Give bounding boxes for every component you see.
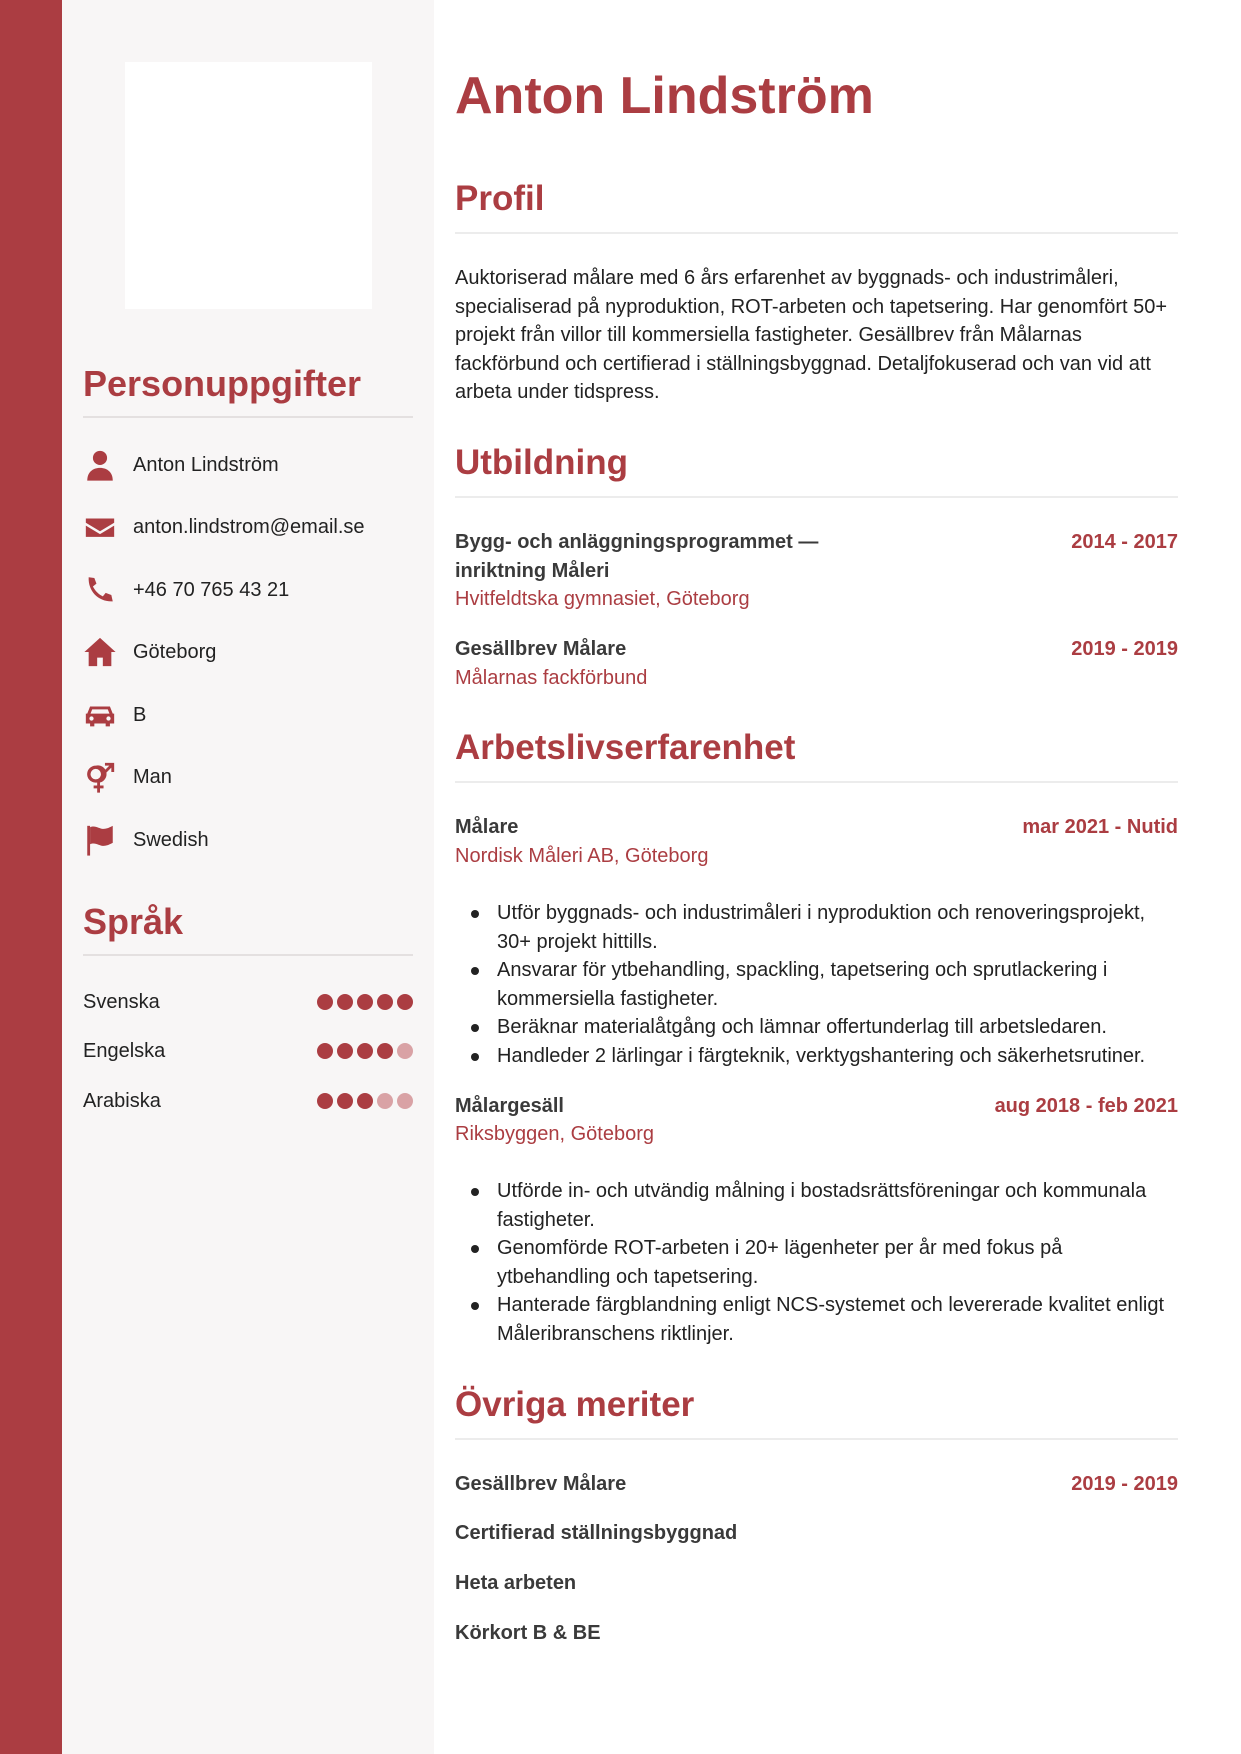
job-bullets xyxy=(455,899,1178,1070)
list-item: Handleder 2 lärlingar i färgteknik, verktygshantering och säkerhetsrutiner. xyxy=(455,1042,1178,1071)
personal-item-label: Man xyxy=(133,765,172,788)
personal-info-heading: Personuppgifter xyxy=(83,363,362,404)
job-date: mar 2021 - Nutid xyxy=(1022,816,1178,838)
job-employer: Riksbyggen, Göteborg xyxy=(455,1123,655,1145)
merits-heading: Övriga meriter xyxy=(455,1385,695,1424)
level-dot-empty xyxy=(377,1093,393,1109)
personal-item-gender xyxy=(83,757,172,797)
list-item: Beräknar materialåtgång och lämnar offertunderlag till arbetsledaren. xyxy=(455,1013,1178,1042)
language-row xyxy=(83,987,413,1017)
job-employer: Nordisk Måleri AB, Göteborg xyxy=(455,845,709,867)
personal-item-label: +46 70 765 43 21 xyxy=(133,578,290,601)
job-bullets xyxy=(455,1177,1178,1348)
education-title: Gesällbrev Målare xyxy=(455,638,627,660)
personal-item-label: Anton Lindström xyxy=(133,453,279,476)
education-date: 2019 - 2019 xyxy=(1071,638,1178,660)
job-title: Målargesäll xyxy=(455,1095,564,1117)
language-name: Engelska xyxy=(83,1039,166,1062)
level-dot-filled xyxy=(317,1093,333,1109)
list-item: Utförde in- och utvändig målning i bostadsrättsföreningar och kommunala fastigheter. xyxy=(455,1177,1178,1234)
personal-item-name xyxy=(83,445,279,485)
level-dot-filled xyxy=(377,1043,393,1059)
language-row xyxy=(83,1036,413,1066)
merit-date: 2019 - 2019 xyxy=(1071,1473,1178,1495)
car-icon xyxy=(83,698,117,732)
language-level xyxy=(317,1043,413,1059)
personal-item-label: anton.lindstrom@email.se xyxy=(133,515,365,538)
profile-photo xyxy=(125,62,372,309)
envelope-icon xyxy=(83,510,117,544)
level-dot-filled xyxy=(357,1093,373,1109)
language-level xyxy=(317,1093,413,1109)
level-dot-filled xyxy=(317,1043,333,1059)
merit-title: Heta arbeten xyxy=(455,1572,577,1594)
level-dot-filled xyxy=(397,994,413,1010)
language-name: Arabiska xyxy=(83,1089,161,1112)
profile-heading: Profil xyxy=(455,179,545,218)
personal-info-section xyxy=(83,362,413,851)
education-title: Bygg- och anläggningsprogrammet — inriktning Måleri xyxy=(455,531,819,582)
languages-section xyxy=(83,900,413,1112)
personal-item-label: Swedish xyxy=(133,828,209,851)
personal-item-license xyxy=(83,695,146,735)
language-level xyxy=(317,994,413,1010)
flag-icon xyxy=(83,823,117,857)
personal-item-label: B xyxy=(133,703,147,726)
level-dot-empty xyxy=(397,1093,413,1109)
phone-icon xyxy=(83,573,117,607)
divider xyxy=(455,781,1178,783)
language-name: Svenska xyxy=(83,990,160,1013)
personal-item-city xyxy=(83,632,216,672)
level-dot-filled xyxy=(377,994,393,1010)
languages-heading: Språk xyxy=(83,901,184,942)
divider xyxy=(455,1438,1178,1440)
list-item: Utför byggnads- och industrimåleri i nyproduktion och renoveringsprojekt, 30+ projekt hittills. xyxy=(455,899,1178,956)
personal-item-phone xyxy=(83,570,289,610)
job-date: aug 2018 - feb 2021 xyxy=(994,1095,1178,1117)
personal-item-nationality xyxy=(83,820,209,860)
gender-icon xyxy=(83,760,117,794)
list-item: Genomförde ROT-arbeten i 20+ lägenheter per år med fokus på ytbehandling och tapetsering. xyxy=(455,1234,1178,1291)
personal-item-label: Göteborg xyxy=(133,640,217,663)
education-school: Målarnas fackförbund xyxy=(455,667,648,689)
merit-title: Körkort B & BE xyxy=(455,1622,601,1644)
divider xyxy=(83,416,413,418)
level-dot-filled xyxy=(357,1043,373,1059)
personal-item-email xyxy=(83,507,365,547)
level-dot-filled xyxy=(337,1043,353,1059)
merit-title: Certifierad ställningsbyggnad xyxy=(455,1522,738,1544)
level-dot-empty xyxy=(397,1043,413,1059)
person-icon xyxy=(83,448,117,482)
divider xyxy=(83,954,413,956)
list-item: Ansvarar för ytbehandling, spackling, tapetsering och sprutlackering i kommersiella fastigheter. xyxy=(455,956,1178,1013)
accent-stripe xyxy=(0,0,62,1754)
list-item: Hanterade färgblandning enligt NCS-systemet och levererade kvalitet enligt Måleribranschens riktlinjer. xyxy=(455,1291,1178,1348)
home-icon xyxy=(83,635,117,669)
divider xyxy=(455,232,1178,234)
education-date: 2014 - 2017 xyxy=(1071,531,1178,553)
divider xyxy=(455,496,1178,498)
profile-text: Auktoriserad målare med 6 års erfarenhet av byggnads- och industrimåleri, specialiserad på nyproduktion, ROT-arbeten och tapetsering. Har genomfört 50+ projekt från villor till kommersiella fastigheter. Gesällbrev från Målarnas fackförbund och certifierad i ställningsbyggnad. Detaljfokuserad och van vid att arbeta under tidspress. xyxy=(455,267,1168,403)
merit-title: Gesällbrev Målare xyxy=(455,1473,627,1495)
experience-heading: Arbetslivserfarenhet xyxy=(455,728,796,767)
education-heading: Utbildning xyxy=(455,443,629,482)
job-title: Målare xyxy=(455,816,519,838)
level-dot-filled xyxy=(357,994,373,1010)
level-dot-filled xyxy=(337,1093,353,1109)
education-school: Hvitfeldtska gymnasiet, Göteborg xyxy=(455,588,750,610)
level-dot-filled xyxy=(317,994,333,1010)
level-dot-filled xyxy=(337,994,353,1010)
language-row xyxy=(83,1086,413,1116)
candidate-name: Anton Lindström xyxy=(455,67,874,125)
